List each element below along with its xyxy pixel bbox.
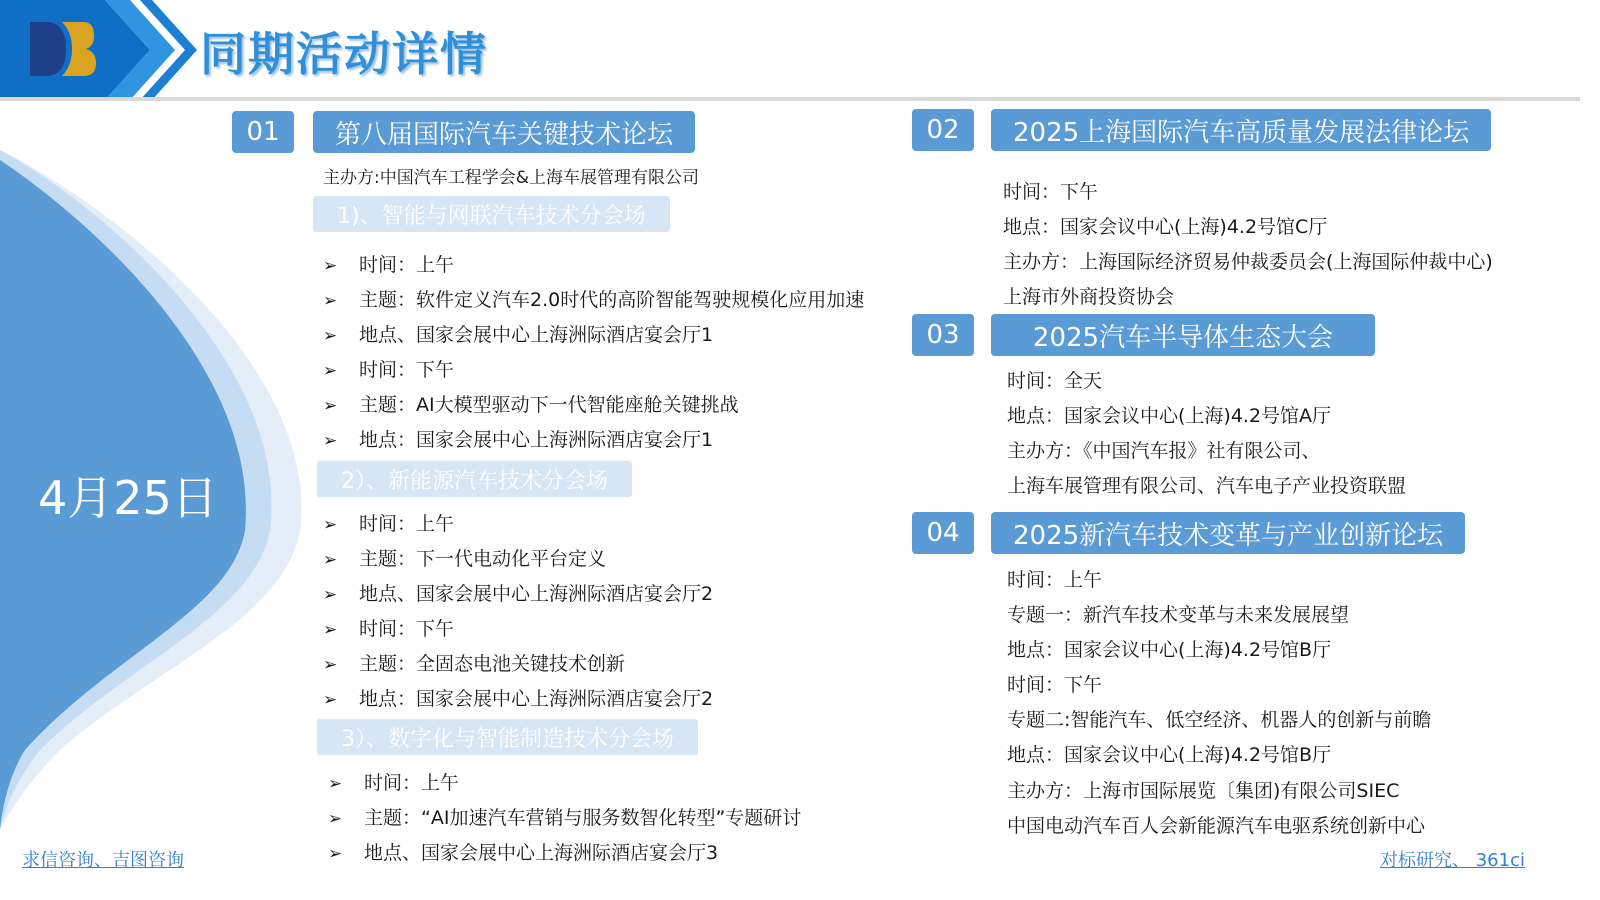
list-item: ➢ 时间：上午 <box>328 772 460 794</box>
list-item: ➢ 地点：国家会展中心上海洲际酒店宴会厅2 <box>323 688 714 710</box>
event3-number: 03 <box>912 314 974 356</box>
list-item: ➢ 时间：下午 <box>323 618 455 640</box>
event1-number: 01 <box>232 111 294 153</box>
footer-source-link-left[interactable]: 求信咨询、吉图咨询 <box>22 850 184 871</box>
event2-line: 地点：国家会议中心(上海)4.2号馆C厅 <box>1003 216 1328 238</box>
event4-line: 主办方：上海市国际展览〔集团)有限公司SIEC <box>1007 780 1400 802</box>
event4-title: 2025新汽车技术变革与产业创新论坛 <box>991 512 1465 554</box>
event2-number: 02 <box>912 109 974 151</box>
header-banner <box>0 0 200 100</box>
list-item: ➢ 时间：上午 <box>323 513 455 535</box>
list-item: ➢ 时间：上午 <box>323 254 455 276</box>
list-item: ➢ 主题：AI大模型驱动下一代智能座舱关键挑战 <box>323 394 739 416</box>
list-item: ➢ 主题：“AI加速汽车营销与服务数智化转型”专题研讨 <box>328 807 802 829</box>
event4-line: 时间：下午 <box>1007 674 1103 696</box>
event1-title: 第八届国际汽车关键技术论坛 <box>313 111 695 153</box>
list-item: ➢ 地点、国家会展中心上海洲际酒店宴会厅2 <box>323 583 714 605</box>
event4-number: 04 <box>912 512 974 554</box>
list-item: ➢ 主题：软件定义汽车2.0时代的高阶智能驾驶规模化应用加速 <box>323 289 865 311</box>
event3-line: 上海车展管理有限公司、汽车电子产业投资联盟 <box>1007 475 1407 497</box>
session1-title: 1)、智能与网联汽车技术分会场 <box>313 196 670 232</box>
event3-line: 时间：全天 <box>1007 370 1103 392</box>
event2-title: 2025上海国际汽车高质量发展法律论坛 <box>991 109 1491 151</box>
event3-line: 地点：国家会议中心(上海)4.2号馆A厅 <box>1007 405 1332 427</box>
page-title: 同期活动详情 <box>200 27 488 81</box>
event4-line: 地点：国家会议中心(上海)4.2号馆B厅 <box>1007 639 1332 661</box>
list-item: ➢ 地点：国家会展中心上海洲际酒店宴会厅1 <box>323 429 714 451</box>
session2-title: 2）、新能源汽车技术分会场 <box>317 461 632 497</box>
event4-line: 专题二:智能汽车、低空经济、机器人的创新与前瞻 <box>1007 709 1432 731</box>
header-divider <box>0 97 1580 101</box>
event-date: 4月25日 <box>38 471 218 525</box>
event1-organizer: 主办方:中国汽车工程学会&上海车展管理有限公司 <box>323 168 699 188</box>
list-item: ➢ 主题：下一代电动化平台定义 <box>323 548 607 570</box>
event4-line: 时间：上午 <box>1007 569 1103 591</box>
list-item: ➢ 地点、国家会展中心上海洲际酒店宴会厅3 <box>328 842 719 864</box>
event4-line: 地点：国家会议中心(上海)4.2号馆B厅 <box>1007 744 1332 766</box>
event4-line: 专题一：新汽车技术变革与未来发展展望 <box>1007 604 1350 626</box>
event3-line: 主办方：《中国汽车报》社有限公司、 <box>1007 440 1321 462</box>
footer-source-link-right[interactable]: 对标研究、 361ci <box>1380 850 1525 871</box>
event4-line: 中国电动汽车百人会新能源汽车电驱系统创新中心 <box>1007 815 1426 837</box>
event2-line: 上海市外商投资协会 <box>1003 286 1175 308</box>
list-item: ➢ 主题：全固态电池关键技术创新 <box>323 653 626 675</box>
session3-title: 3）、数字化与智能制造技术分会场 <box>317 719 698 755</box>
list-item: ➢ 地点、国家会展中心上海洲际酒店宴会厅1 <box>323 324 714 346</box>
event2-line: 主办方：上海国际经济贸易仲裁委员会(上海国际仲裁中心) <box>1003 251 1493 273</box>
event2-line: 时间：下午 <box>1003 181 1099 203</box>
event3-title: 2025汽车半导体生态大会 <box>991 314 1375 356</box>
list-item: ➢ 时间：下午 <box>323 359 455 381</box>
